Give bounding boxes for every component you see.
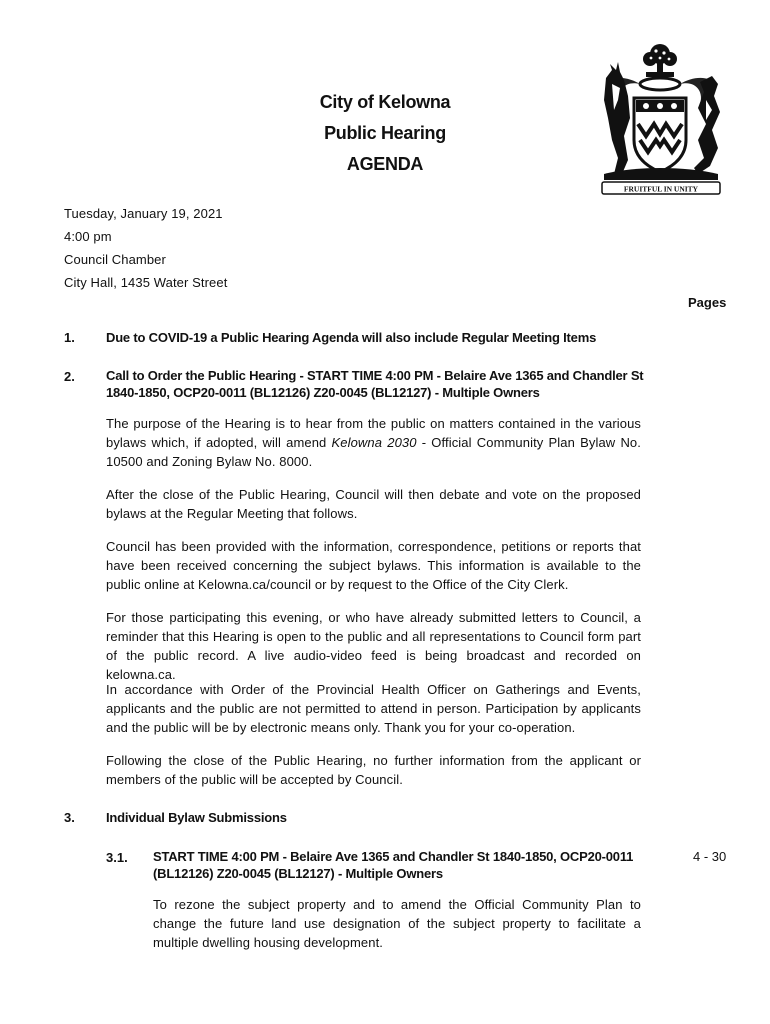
pages-column-header: Pages [688, 295, 727, 310]
purpose-text-end: - Official Community Plan Bylaw No. 10500 and Zoning Bylaw No. 8000. [106, 435, 641, 469]
item-2-paragraph-purpose [106, 414, 641, 471]
item-3-number: 3. [64, 810, 75, 825]
meeting-location: Council Chamber [64, 252, 166, 267]
subitem-3-1-title-line1: START TIME 4:00 PM - Belaire Ave 1365 and Chandler St 1840-1850, OCP20-0011 [153, 849, 634, 864]
item-2-paragraph-information: Council has been provided with the information, correspondence, petitions or reports that have been received concerning the subject bylaws. This information is available to the public online at Kelowna.ca/council or by request to the Office of the City Clerk. [106, 539, 641, 592]
subitem-3-1-number: 3.1. [106, 850, 128, 865]
meeting-date: Tuesday, January 19, 2021 [64, 206, 223, 221]
subitem-3-1-description: To rezone the subject property and to amend the Official Community Plan to change the future land use designation of the subject property to facilitate a multiple dwelling housing development. [153, 897, 641, 950]
city-coat-of-arms-logo [594, 40, 726, 198]
subitem-3-1-title-line2: (BL12126) Z20-0045 (BL12127) - Multiple Owners [153, 866, 443, 881]
meeting-time: 4:00 pm [64, 229, 112, 244]
page-title-agenda: AGENDA [346, 154, 424, 174]
subitem-3-1-pages: 4 - 30 [693, 849, 727, 864]
item-1-title: Due to COVID-19 a Public Hearing Agenda will also include Regular Meeting Items [106, 330, 597, 345]
item-2-paragraph-debate: After the close of the Public Hearing, Council will then debate and vote on the proposed bylaws at the Regular Meeting that follows. [106, 487, 641, 521]
crest-motto: FRUITFUL IN UNITY [623, 184, 699, 194]
item-2-title-line1: Call to Order the Public Hearing - START TIME 4:00 PM - Belaire Ave 1365 and Chandler St [106, 368, 644, 383]
item-2-number: 2. [64, 369, 75, 384]
page-title-city: City of Kelowna [319, 92, 451, 112]
meeting-address: City Hall, 1435 Water Street [64, 275, 228, 290]
item-1-number: 1. [64, 330, 75, 345]
item-2-paragraph-health-order: In accordance with Order of the Provincial Health Officer on Gatherings and Events, applicants and the public are not permitted to attend in person. Participation by applicants and the public will be by electronic means only. Thank you for your co-operation. [106, 682, 641, 735]
purpose-text-start: The purpose of the Hearing is to hear from the public on matters contained in the various bylaws which, if adopted, will amend [106, 416, 641, 450]
item-2-paragraph-closing: Following the close of the Public Hearing, no further information from the applicant or members of the public will be accepted by Council. [106, 753, 641, 787]
purpose-plan-name: Kelowna 2030 [331, 435, 417, 450]
item-2-paragraph-participation: For those participating this evening, or who have already submitted letters to Council, a reminder that this Hearing is open to the public and all representations to Council form part of the public record. A live audio-video feed is being broadcast and recorded on kelowna.ca. [106, 610, 641, 682]
item-2-title-line2: 1840-1850, OCP20-0011 (BL12126) Z20-0045 (BL12127) - Multiple Owners [106, 385, 540, 400]
page-title-hearing: Public Hearing [324, 123, 446, 143]
item-3-title: Individual Bylaw Submissions [106, 810, 287, 825]
